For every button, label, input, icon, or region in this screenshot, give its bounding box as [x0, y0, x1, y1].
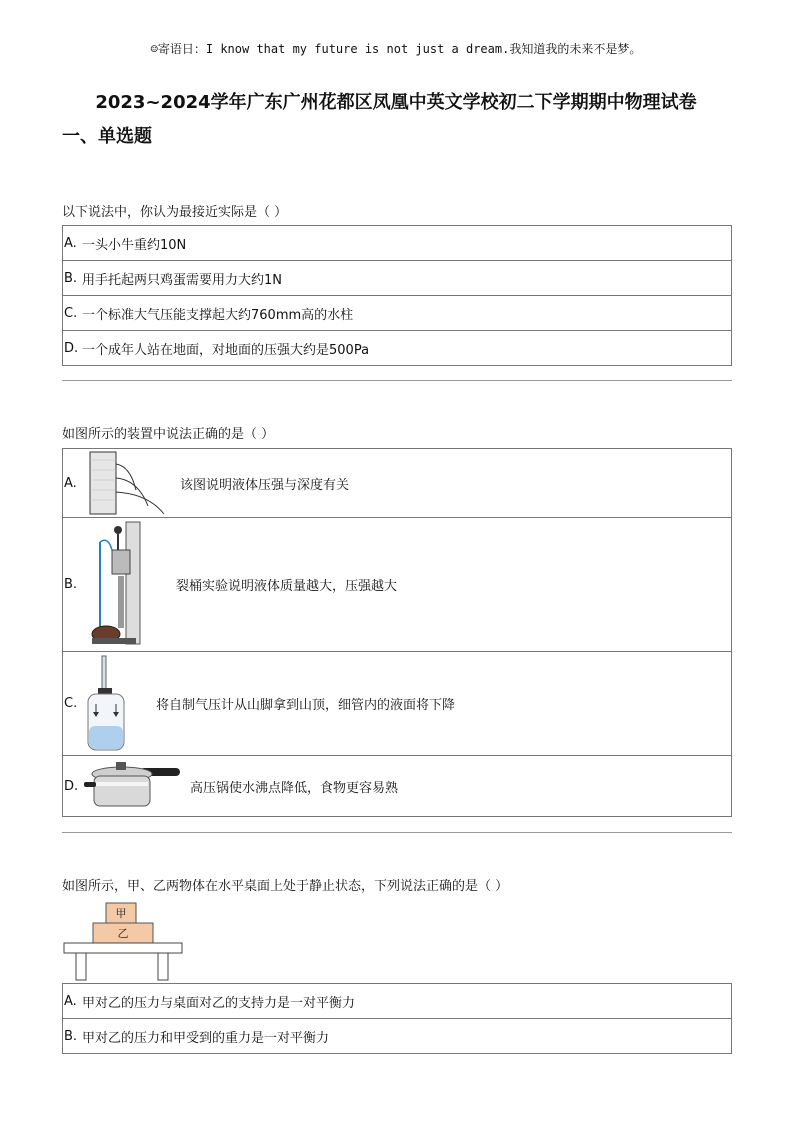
option-label: D. [64, 778, 79, 794]
blocks-on-table-figure [62, 900, 186, 982]
section-heading: 一、单选题 [62, 126, 152, 147]
option-text: 用手托起两只鸡蛋需要用力大约1N [82, 272, 282, 288]
option-a[interactable] [63, 226, 732, 261]
option-label: A. [64, 993, 77, 1009]
question-3-stem: 如图所示，甲、乙两物体在水平桌面上处于静止状态，下列说法正确的是（ ） [62, 879, 509, 894]
option-a[interactable] [63, 449, 732, 518]
option-c[interactable] [63, 296, 732, 331]
option-b[interactable] [63, 261, 732, 296]
homemade-barometer-icon [82, 654, 142, 754]
divider [62, 380, 732, 381]
option-text: 一个成年人站在地面，对地面的压强大约是500Pa [82, 342, 370, 358]
divider [62, 832, 732, 833]
option-text: 一个标准大气压能支撑起大约760mm高的水柱 [82, 307, 354, 323]
option-a[interactable] [63, 984, 732, 1019]
option-text: 裂桶实验说明液体质量越大，压强越大 [176, 579, 398, 594]
option-text: 一头小牛重约10N [82, 237, 187, 253]
option-label: A. [64, 475, 77, 491]
barrel-burst-experiment-icon [82, 520, 150, 650]
option-b[interactable] [63, 518, 732, 652]
option-d[interactable] [63, 756, 732, 817]
question-3-options [62, 983, 732, 1054]
question-2-stem: 如图所示的装置中说法正确的是（ ） [62, 427, 275, 442]
option-text: 将自制气压计从山脚拿到山顶，细管内的液面将下降 [156, 698, 456, 713]
option-text: 高压锅使水沸点降低，食物更容易熟 [190, 780, 399, 796]
option-text: 甲对乙的压力与桌面对乙的支持力是一对平衡力 [82, 995, 356, 1011]
option-text: 甲对乙的压力和甲受到的重力是一对平衡力 [82, 1030, 330, 1046]
option-c[interactable] [63, 652, 732, 756]
option-label: B. [64, 270, 78, 286]
option-label: B. [64, 1028, 78, 1044]
option-label: C. [64, 696, 78, 711]
page-title: 2023~2024学年广东广州花都区凤凰中英文学校初二下学期期中物理试卷 [95, 92, 697, 113]
block-jia-label: 甲 [115, 907, 127, 920]
question-1-stem: 以下说法中，你认为最接近实际是（ ） [62, 205, 288, 220]
option-label: B. [64, 577, 78, 592]
question-2-options [62, 448, 732, 817]
option-d[interactable] [63, 331, 732, 366]
option-text: 该图说明液体压强与深度有关 [180, 477, 350, 493]
pressure-cooker-icon [82, 758, 186, 814]
water-jet-container-icon [82, 450, 172, 516]
block-yi-label: 乙 [117, 927, 129, 940]
option-b[interactable] [63, 1019, 732, 1054]
motto-line: ☺寄语日：I know that my future is not just a dream.我知道我的未来不是梦。 [150, 42, 642, 56]
option-label: C. [64, 305, 78, 321]
option-label: A. [64, 235, 77, 251]
question-1-options [62, 225, 732, 366]
option-label: D. [64, 340, 79, 356]
